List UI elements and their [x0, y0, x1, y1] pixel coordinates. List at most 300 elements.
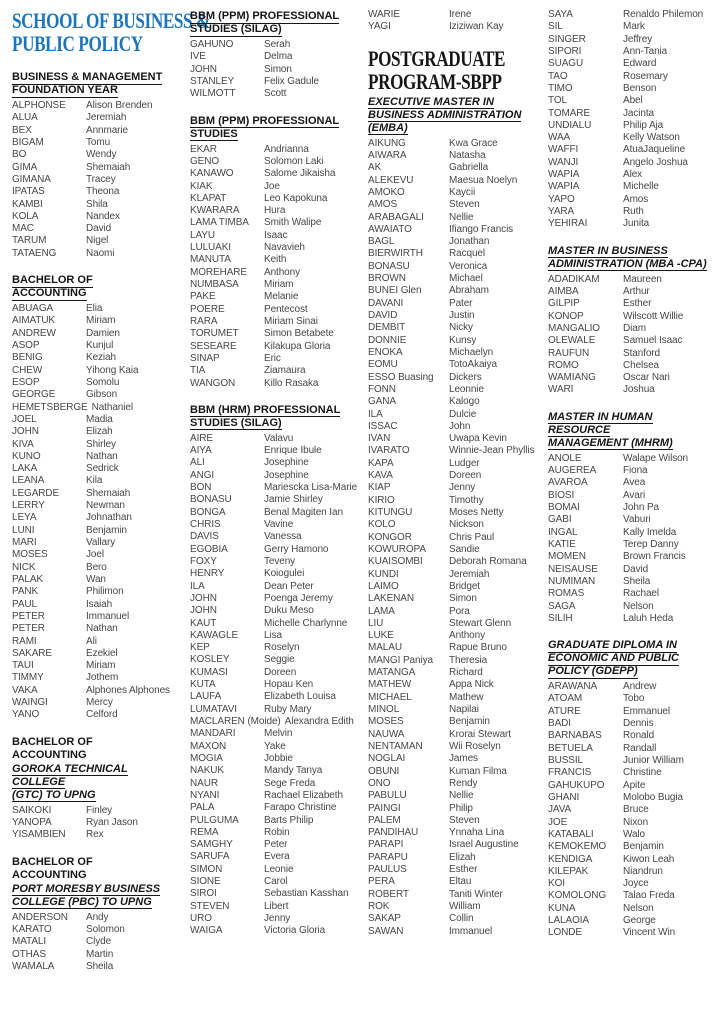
student-surname: OLEWALE — [548, 335, 596, 347]
student-surname: TIMO — [548, 82, 573, 94]
student-row — [368, 433, 540, 445]
student-row — [548, 743, 712, 755]
student-given-name: Lisa — [264, 629, 282, 641]
student-list — [12, 805, 168, 842]
student-given-name: Jenny — [449, 482, 476, 494]
student-given-name: George — [623, 915, 656, 927]
student-row — [368, 606, 540, 618]
student-row — [368, 581, 540, 593]
student-row — [12, 961, 168, 973]
title-line: SCHOOL OF BUSINESS & — [12, 8, 211, 33]
student-given-name: Mercy — [86, 697, 113, 709]
student-row — [548, 755, 712, 767]
student-given-name: Nathan — [86, 623, 118, 635]
student-row — [368, 150, 540, 162]
student-given-name: Koiogulei — [264, 568, 305, 580]
student-given-name: Maesua Noelyn — [449, 174, 518, 186]
student-list — [190, 39, 360, 101]
student-row — [368, 236, 540, 248]
student-surname: YANO — [12, 709, 40, 721]
student-row — [368, 248, 540, 260]
section-heading — [12, 736, 168, 762]
student-surname: DAVANI — [368, 297, 404, 309]
student-given-name: Mariescka Lisa-Marie — [264, 482, 358, 494]
student-given-name: Esther — [449, 864, 478, 876]
student-surname: IVE — [190, 51, 206, 63]
student-given-name: Ezekiel — [86, 647, 118, 659]
student-row — [190, 864, 360, 876]
student-surname: MALAU — [368, 642, 402, 654]
student-surname: PETER — [12, 623, 45, 635]
heading-line: STUDIES (SILAG) — [190, 416, 282, 429]
student-surname: ANDERSON — [12, 911, 68, 923]
section-heading — [12, 274, 168, 300]
student-given-name: Doreen — [449, 470, 482, 482]
student-row — [190, 39, 360, 51]
student-row — [12, 365, 168, 377]
student-row — [368, 679, 540, 691]
student-given-name: Jeremiah — [86, 112, 127, 124]
student-given-name: Shemaiah — [86, 487, 131, 499]
student-surname: KAPA — [368, 457, 394, 469]
student-given-name: Vanessa — [264, 531, 302, 543]
student-row — [548, 681, 712, 693]
student-surname: MOSES — [12, 549, 48, 561]
student-given-name: Christine — [623, 767, 662, 779]
student-surname: UNDIALU — [548, 119, 592, 131]
student-given-name: Pentecost — [264, 303, 308, 315]
student-surname: FRANCIS — [548, 767, 592, 779]
student-surname: SAKARE — [12, 647, 52, 659]
student-row — [12, 235, 168, 247]
student-surname: ALPHONSE — [12, 100, 66, 111]
section-heading — [12, 763, 168, 802]
student-surname: NYANI — [190, 789, 220, 801]
student-row — [368, 396, 540, 408]
student-given-name: Wendy — [86, 149, 117, 161]
student-given-name: Nathan — [86, 450, 118, 462]
student-surname: TAUI — [12, 660, 34, 672]
student-given-name: Jeffrey — [623, 33, 653, 45]
student-given-name: Arthur — [623, 285, 650, 297]
student-list — [190, 144, 360, 390]
student-row — [548, 95, 712, 107]
section-heading — [548, 411, 712, 450]
student-row — [548, 83, 712, 95]
student-surname: PANK — [12, 586, 39, 598]
student-surname: KAWAGLE — [190, 629, 239, 641]
student-surname: MACLAREN (Moide) — [190, 716, 281, 727]
student-given-name: Kaycii — [449, 186, 476, 198]
student-row — [368, 704, 540, 716]
student-row — [190, 544, 360, 556]
student-given-name: Alphones Alphones — [86, 684, 170, 696]
student-given-name: Miriam — [86, 660, 116, 672]
student-surname: SINGER — [548, 33, 586, 45]
student-given-name: Tomu — [86, 136, 111, 148]
section-heading — [548, 639, 712, 678]
student-given-name: Ziamaura — [264, 365, 306, 377]
student-row — [368, 741, 540, 753]
student-given-name: Hopau Ken — [264, 679, 314, 691]
student-row — [12, 199, 168, 211]
student-surname: DONNIE — [368, 334, 407, 346]
student-surname: SIONE — [190, 876, 221, 888]
student-surname: AWAIATO — [368, 223, 412, 235]
student-given-name: Benjamin — [86, 524, 127, 536]
student-row — [368, 790, 540, 802]
section-heading — [190, 10, 360, 36]
student-given-name: Collin — [449, 913, 474, 925]
student-row — [190, 230, 360, 242]
student-surname: YANOPA — [12, 817, 52, 828]
student-surname: INGAL — [548, 526, 578, 538]
student-row — [548, 841, 712, 853]
student-surname: WARI — [548, 384, 574, 396]
student-surname: PABULU — [368, 790, 407, 802]
student-given-name: Madia — [86, 413, 113, 425]
student-given-name: Nixon — [623, 816, 649, 828]
student-row — [190, 267, 360, 279]
heading-line: POLICY (GDEPP) — [548, 665, 638, 678]
student-given-name: Joshua — [623, 384, 655, 396]
student-row — [190, 642, 360, 654]
student-given-name: Joe — [264, 180, 280, 192]
student-surname: BOMAI — [548, 502, 580, 513]
student-surname: DAVIS — [190, 531, 219, 543]
student-surname: AK — [368, 162, 382, 174]
student-surname: MOGIA — [190, 752, 223, 764]
student-row — [548, 693, 712, 705]
student-row — [12, 149, 168, 161]
student-row — [548, 274, 712, 286]
student-row — [190, 876, 360, 888]
student-given-name: Laluh Heda — [623, 612, 674, 624]
student-row — [190, 328, 360, 340]
student-surname: YAGI — [368, 21, 391, 33]
student-surname: SAYA — [548, 9, 573, 20]
student-row — [368, 212, 540, 224]
student-surname: TIA — [190, 365, 206, 377]
student-row — [190, 827, 360, 839]
student-surname: BAGL — [368, 236, 395, 248]
student-given-name: Benal Magiten Ian — [264, 506, 343, 518]
student-surname: ONO — [368, 777, 391, 789]
student-surname: NENTAMAN — [368, 740, 423, 752]
student-row — [190, 667, 360, 679]
student-surname: BADI — [548, 718, 571, 730]
student-surname: TOMARE — [548, 107, 590, 119]
student-surname: WAINGI — [12, 697, 48, 709]
student-given-name: Abel — [623, 95, 643, 107]
student-surname: LUNI — [12, 524, 35, 536]
student-surname: LIU — [368, 617, 384, 629]
student-given-name: Kilakupa Gloria — [264, 340, 331, 352]
student-surname: NUMBASA — [190, 279, 239, 290]
student-surname: GHANI — [548, 791, 580, 803]
student-row — [368, 482, 540, 494]
student-given-name: Krorai Stewart — [449, 728, 511, 740]
section-heading — [12, 856, 168, 882]
student-surname: MAXON — [190, 740, 227, 752]
student-given-name: Alison Brenden — [86, 100, 153, 111]
student-row — [12, 660, 168, 672]
student-row — [548, 706, 712, 718]
student-given-name: Jeremiah — [449, 568, 490, 580]
student-surname: KOSLEY — [190, 654, 230, 666]
student-surname: EOMU — [368, 359, 398, 371]
student-surname: VAKA — [12, 684, 38, 696]
student-surname: ABUAGA — [12, 303, 54, 315]
student-surname: PAINGI — [368, 802, 401, 814]
student-surname: MOREHARE — [190, 266, 247, 278]
student-surname: STANLEY — [190, 75, 235, 87]
student-row — [368, 470, 540, 482]
student-given-name: AtuaJaqueline — [623, 144, 686, 156]
student-row — [548, 927, 712, 939]
student-surname: LUMATAVI — [190, 703, 237, 715]
student-row — [368, 913, 540, 925]
section-heading — [190, 115, 360, 141]
student-given-name: Natasha — [449, 149, 486, 161]
student-row — [190, 445, 360, 457]
student-surname: LAUFA — [190, 691, 222, 703]
student-given-name: Junita — [623, 218, 650, 230]
student-surname: BARNABAS — [548, 730, 602, 742]
student-given-name: Keziah — [86, 352, 116, 364]
student-row — [548, 194, 712, 206]
student-given-name: Newman — [86, 500, 125, 512]
student-surname: ESOP — [12, 376, 40, 388]
student-given-name: Doreen — [264, 666, 297, 678]
student-surname: BEX — [12, 124, 32, 136]
student-given-name: Brown Francis — [623, 551, 686, 563]
student-row — [548, 527, 712, 539]
student-row — [190, 815, 360, 827]
student-given-name: Nicky — [449, 322, 473, 334]
student-given-name: Walo — [623, 828, 646, 840]
student-given-name: Steven — [449, 199, 480, 211]
student-surname: ARAWANA — [548, 681, 598, 693]
student-row — [12, 100, 168, 112]
student-row — [548, 372, 712, 384]
student-row — [190, 556, 360, 568]
student-row — [190, 654, 360, 666]
student-surname: ALI — [190, 457, 205, 469]
student-given-name: Uwapa Kevin — [449, 433, 507, 445]
student-row — [12, 636, 168, 648]
student-row — [190, 888, 360, 900]
student-row — [12, 949, 168, 961]
student-surname: ISSAC — [368, 420, 398, 432]
student-surname: KEMOKEMO — [548, 841, 607, 853]
student-given-name: Michaelyn — [449, 346, 494, 358]
student-row — [190, 156, 360, 168]
student-surname: AIWARA — [368, 149, 407, 161]
student-given-name: Nellie — [449, 211, 474, 223]
student-surname: WAMIANG — [548, 372, 596, 384]
student-row — [12, 805, 168, 817]
student-row — [548, 132, 712, 144]
heading-line: MASTER IN HUMAN RESOURCE — [548, 410, 653, 436]
student-given-name: Sandie — [449, 543, 480, 555]
title-line: PROGRAM-SBPP — [368, 68, 502, 94]
student-given-name: Apite — [623, 779, 646, 791]
student-surname: LAIMO — [368, 580, 399, 592]
student-given-name: David — [623, 563, 649, 575]
section-heading — [12, 883, 168, 909]
student-row — [548, 206, 712, 218]
student-given-name: Benson — [623, 82, 657, 94]
student-given-name: Moses Netty — [449, 507, 504, 518]
heading-line: MASTER IN BUSINESS — [548, 244, 668, 257]
student-given-name: Damien — [86, 327, 120, 339]
student-given-name: William — [449, 901, 481, 912]
student-given-name: Renaldo Philemon — [623, 9, 704, 20]
student-surname: MINOL — [368, 704, 400, 715]
student-surname: KOLA — [12, 210, 39, 222]
student-given-name: Nellie — [449, 790, 474, 802]
student-given-name: Winnie-Jean Phyllis — [449, 445, 535, 457]
student-surname: DEMBIT — [368, 322, 406, 334]
student-given-name: Sege Freda — [264, 777, 316, 789]
student-given-name: Peter — [264, 839, 288, 851]
student-surname: ALUA — [12, 112, 38, 124]
heading-line: BBM (PPM) PROFESSIONAL — [190, 10, 340, 22]
student-row — [548, 120, 712, 132]
heading-line: STUDIES (SILAG) — [190, 23, 282, 35]
student-given-name: Anthony — [449, 630, 485, 642]
student-surname: LONDE — [548, 927, 582, 939]
student-surname: WARIE — [368, 9, 400, 20]
heading-line: GRADUATE DIPLOMA IN — [548, 639, 677, 652]
student-row — [368, 667, 540, 679]
student-surname: GEORGE — [12, 389, 56, 401]
student-surname: ESSO Buasing — [368, 371, 434, 383]
student-surname: GAHUKUPO — [548, 779, 605, 791]
student-row — [368, 901, 540, 913]
student-given-name: Nelson — [623, 902, 654, 914]
student-row — [548, 878, 712, 890]
title-line: POSTGRADUATE — [368, 45, 506, 71]
student-given-name: Jothem — [86, 672, 119, 684]
student-given-name: Isaiah — [86, 598, 113, 610]
student-row — [12, 623, 168, 635]
student-given-name: Esther — [623, 298, 652, 310]
student-surname: KIAP — [368, 482, 391, 494]
student-given-name: Vincent Win — [623, 927, 676, 939]
student-surname: ANGI — [190, 469, 215, 481]
student-surname: WAA — [548, 132, 571, 144]
student-surname: TARUM — [12, 235, 47, 247]
student-surname: CHRIS — [190, 519, 221, 530]
student-row — [368, 409, 540, 421]
student-given-name: Kally Imelda — [623, 526, 677, 538]
student-row — [190, 630, 360, 642]
student-given-name: Eltau — [449, 876, 472, 888]
student-row — [368, 569, 540, 581]
student-surname: ILA — [368, 408, 383, 420]
student-given-name: Nandex — [86, 210, 120, 222]
student-given-name: Philip — [449, 802, 473, 814]
student-surname: LEGARDE — [12, 487, 60, 499]
heading-line: COLLEGE (PBC) TO UPNG — [12, 895, 152, 908]
student-row — [368, 322, 540, 334]
student-row — [548, 477, 712, 489]
student-surname: GIMA — [12, 161, 38, 173]
student-surname: JOE — [548, 816, 568, 828]
student-row — [368, 630, 540, 642]
student-row — [190, 839, 360, 851]
student-surname: SAMGHY — [190, 839, 233, 851]
student-surname: GAHUNO — [190, 39, 234, 50]
student-surname: KARATO — [12, 923, 52, 935]
student-surname: BUSSIL — [548, 755, 583, 766]
student-given-name: Bruce — [623, 804, 649, 816]
student-given-name: Immanuel — [86, 610, 130, 622]
student-row — [12, 488, 168, 500]
student-given-name: Emmanuel — [623, 705, 670, 717]
student-row — [368, 778, 540, 790]
student-row — [190, 205, 360, 217]
student-given-name: Annmarie — [86, 124, 128, 136]
student-surname: NAKUK — [190, 765, 224, 777]
student-surname: KAMBI — [12, 198, 43, 210]
student-surname: SAIKOKI — [12, 804, 52, 816]
student-surname: LAMA — [368, 605, 395, 617]
student-surname: KUNA — [548, 902, 576, 914]
student-surname: KUTA — [190, 679, 216, 691]
student-given-name: Theresia — [449, 654, 488, 666]
student-row — [12, 936, 168, 948]
student-row — [12, 162, 168, 174]
student-surname: BROWN — [368, 273, 406, 285]
student-given-name: John Pa — [623, 502, 659, 513]
student-surname: CHEW — [12, 364, 43, 376]
student-surname: BO — [12, 149, 27, 161]
student-row — [12, 414, 168, 426]
student-surname: KWARARA — [190, 205, 240, 217]
student-list — [548, 9, 712, 231]
student-surname: GENO — [190, 155, 220, 167]
student-row — [548, 502, 712, 514]
student-surname: KUMASI — [190, 666, 228, 678]
student-given-name: Iziziwan Kay — [449, 21, 504, 33]
column-3 — [368, 9, 540, 938]
student-surname: IPATAS — [12, 186, 45, 198]
student-given-name: Nigel — [86, 235, 109, 247]
student-given-name: Melvin — [264, 728, 293, 740]
student-row — [190, 378, 360, 390]
student-given-name: Tobo — [623, 693, 645, 705]
student-given-name: Israel Augustine — [449, 839, 519, 851]
title-line: PUBLIC POLICY — [12, 31, 143, 56]
student-surname: KOMOLONG — [548, 890, 607, 902]
student-given-name: Tracey — [86, 173, 116, 185]
student-given-name: Martin — [86, 948, 114, 960]
student-row — [548, 804, 712, 816]
student-surname: BIOSI — [548, 489, 575, 501]
student-row — [190, 593, 360, 605]
student-row — [368, 692, 540, 704]
student-surname: MANGI Paniya — [368, 654, 433, 666]
student-surname: TATAENG — [12, 247, 57, 259]
student-given-name: Racquel — [449, 248, 485, 260]
student-row — [190, 181, 360, 193]
student-surname: OTHAS — [12, 948, 46, 960]
student-row — [190, 728, 360, 740]
student-row — [548, 564, 712, 576]
